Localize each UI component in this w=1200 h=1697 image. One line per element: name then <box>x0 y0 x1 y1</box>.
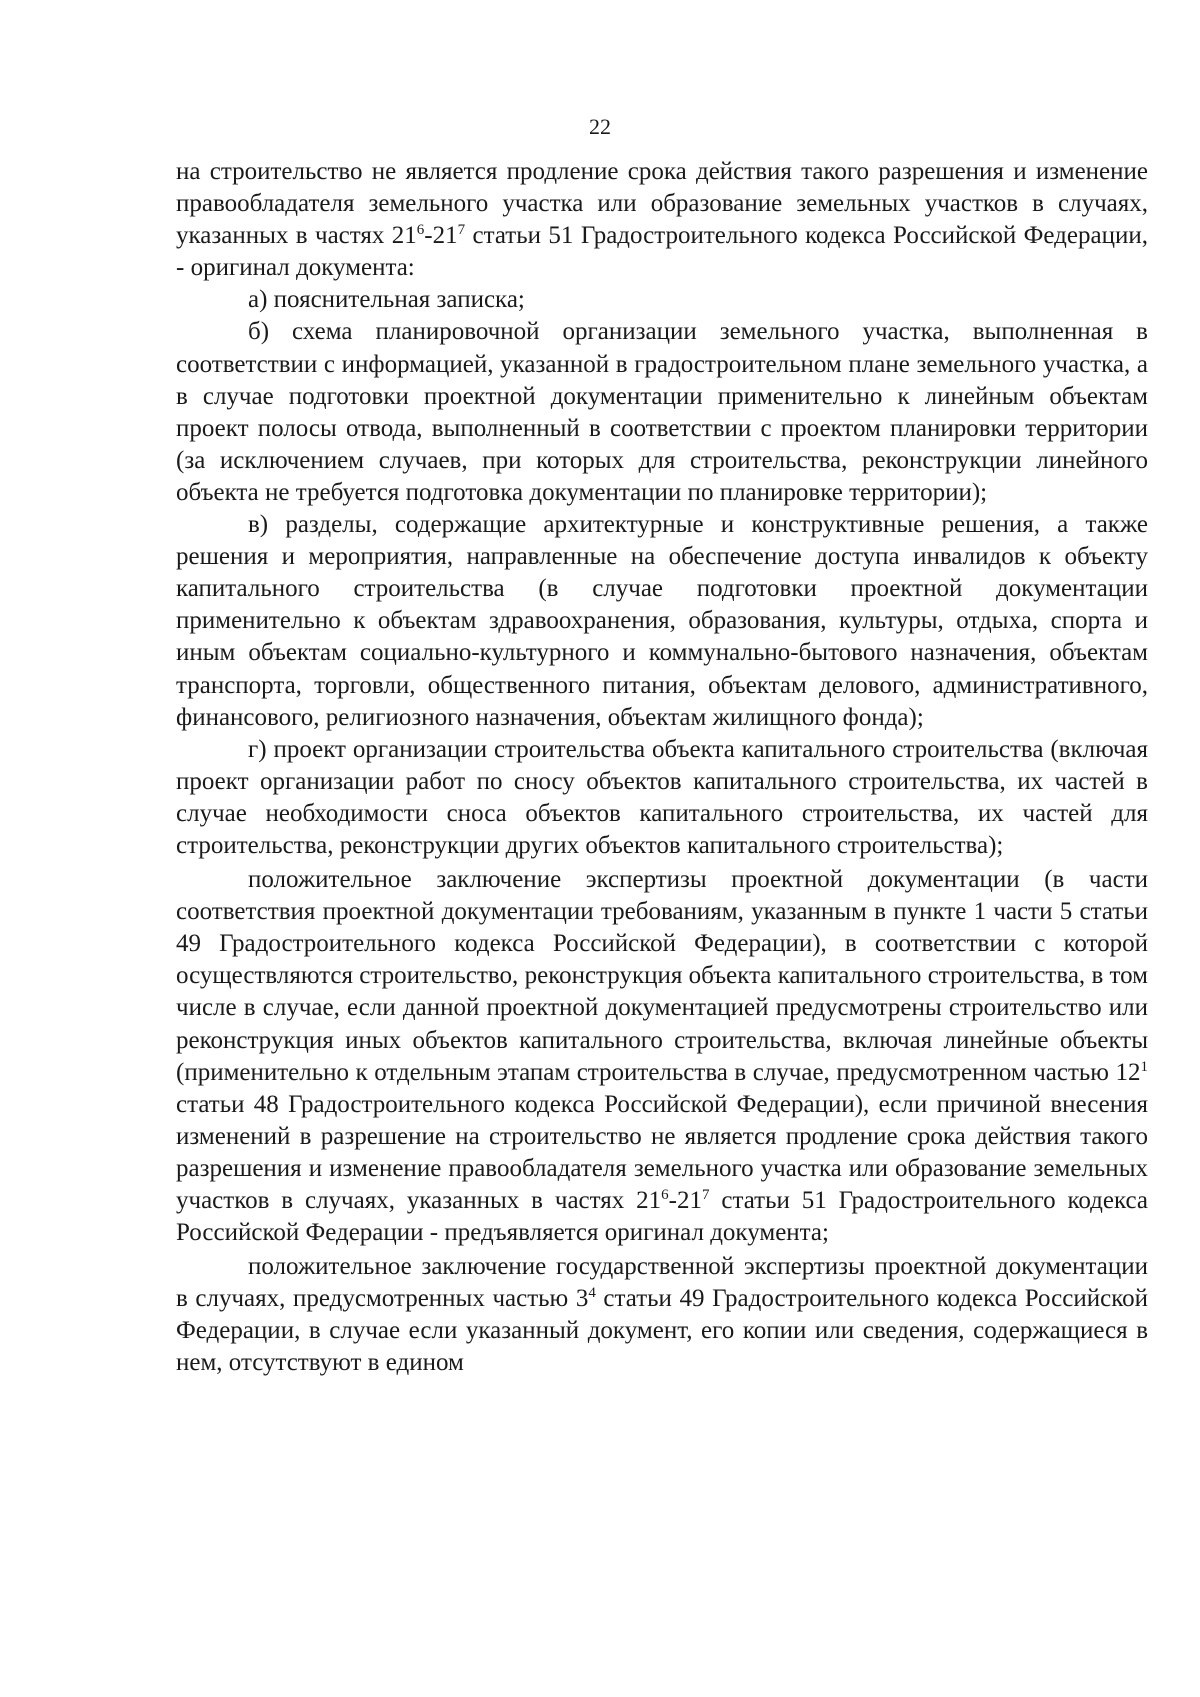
text-run: -21 <box>424 222 458 250</box>
superscript: 6 <box>661 1187 669 1203</box>
superscript: 1 <box>1140 1058 1148 1075</box>
page-number: 22 <box>589 114 611 139</box>
text-run: положительное заключение экспертизы проектной документации (в части соответствия проектной документации требованиям, указанным в пункте 1 части 5 статьи 49 Градостроительного кодекса Российской Федерации), в соответствии с которой осуществляются строительство, реконструкция объекта капитального строительства, в том числе в случае, если данной проектной документацией предусмотрены строительство или реконструкция иных объектов капитального строительства, включая линейные объекты (применительно к отдельным этапам строительства в случае, предусмотренном частью 12 <box>176 866 1148 1086</box>
text-run: положительное заключение государственной экспертизы проектной документации в случаях, предусмотренных частью 3 <box>176 1253 1148 1313</box>
text-run: статьи 48 Градостроительного кодекса Российской Федерации), если причиной внесения изменений в разрешение на строительство не является продление срока действия такого разрешения и изменение правообладателя земельного участка или образование земельных участков в случаях, указанных в частях 21 <box>176 1090 1148 1214</box>
text-run: статьи 51 Градостроительного кодекса Российской Федерации - предъявляется оригинал документа; <box>176 1187 1148 1247</box>
text-run: статьи 49 Градостроительного кодекса Российской Федерации, в случае если указанный документ, его копии или сведения, содержащиеся в нем, отсутствуют в едином <box>176 1285 1148 1377</box>
paragraph-state-expertise <box>176 1251 1148 1379</box>
list-item-g: г) проект организации строительства объекта капитального строительства (включая проект организации работ по сносу объектов капитального строительства, их частей в случае необходимости сноса объектов капитального строительства, их частей для строительства, реконструкции других объектов капитального строительства); <box>176 735 1148 859</box>
list-item-b: б) схема планировочной организации земельного участка, выполненная в соответствии с информацией, указанной в градостроительном плане земельного участка, а в случае подготовки проектной документации применительно к линейным объектам проект полосы отвода, выполненный в соответствии с проектом планировки территории (за исключением случаев, при которых для строительства, реконструкции линейного объекта не требуется подготовка документации по планировке территории); <box>176 318 1148 506</box>
superscript: 7 <box>701 1187 710 1203</box>
list-item-a: а) пояснительная записка; <box>248 286 525 314</box>
superscript: 7 <box>457 222 466 239</box>
document-body <box>176 156 1148 1380</box>
text-run: на строительство не является продление срока действия такого разрешения и изменение правообладателя земельного участка или образование земельных участков в случаях, указанных в частях 21 <box>176 158 1148 250</box>
text-run: статьи 51 Градостроительного кодекса Российской Федерации, - оригинал документа: <box>176 222 1148 282</box>
superscript: 6 <box>416 222 425 239</box>
superscript: 4 <box>588 1285 596 1302</box>
paragraph-expertise <box>176 864 1148 1249</box>
paragraph-continuation <box>176 156 1148 284</box>
list-item-v: в) разделы, содержащие архитектурные и конструктивные решения, а также решения и мероприятия, направленные на обеспечение доступа инвалидов к объекту капитального строительства (в случае подготовки проектной документации применительно к объектам здравоохранения, образования, культуры, отдыха, спорта и иным объектам социально-культурного и коммунально-бытового назначения, объектам транспорта, торговли, общественного питания, объектам делового, административного, финансового, религиозного назначения, объектам жилищного фонда); <box>176 511 1148 731</box>
text-run: -21 <box>668 1187 702 1214</box>
